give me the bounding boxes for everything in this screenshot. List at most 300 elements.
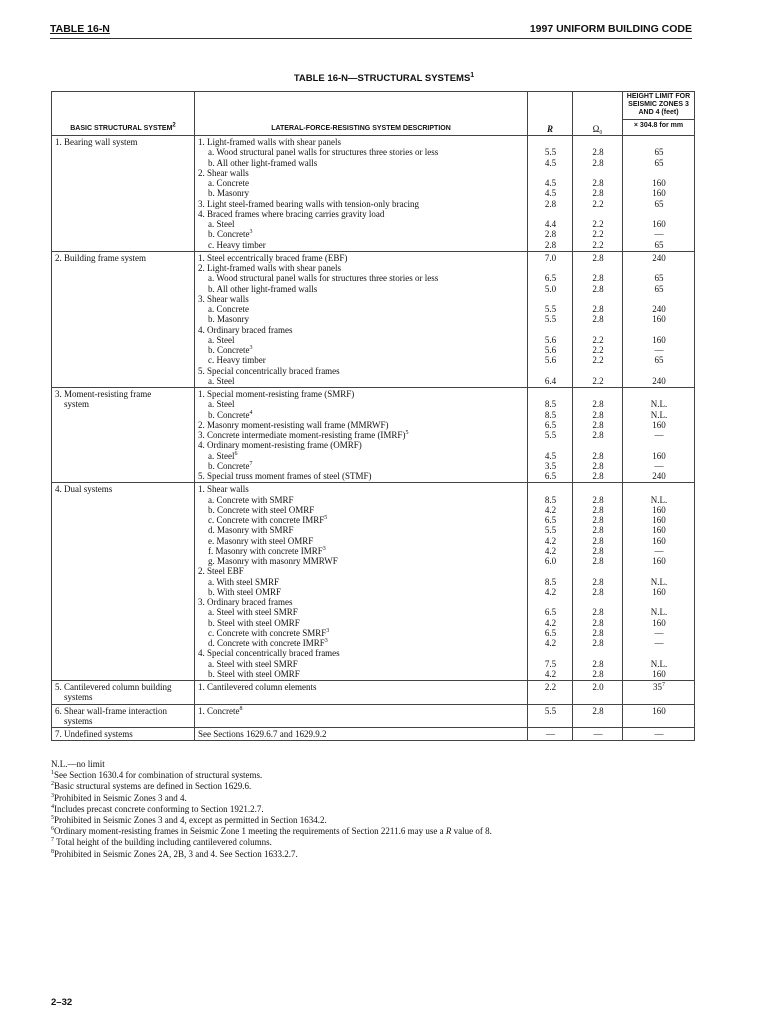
omega-value: 2.2	[592, 355, 604, 366]
r-value: 4.5	[544, 178, 557, 188]
system-description	[198, 284, 525, 294]
height-limit-cell	[623, 483, 695, 681]
height-limit-value	[626, 345, 692, 355]
system-description	[198, 682, 525, 692]
height-limit-value	[626, 168, 692, 178]
running-head-rule	[50, 38, 692, 39]
omega-value: 2.8	[592, 515, 604, 525]
omega-value	[576, 566, 620, 576]
r-value: 4.2	[544, 586, 557, 597]
system-description-text: b. All other light-framed walls	[208, 283, 318, 294]
spacer	[198, 692, 525, 702]
height-limit-value	[626, 410, 692, 420]
height-limit-text: 240	[652, 252, 666, 263]
height-limit-value	[626, 495, 692, 505]
system-description	[198, 188, 525, 198]
system-description-text: 5. Special truss moment frames of steel (STMF)	[198, 471, 372, 481]
height-limit-text: 65	[654, 273, 664, 284]
r-value: 4.2	[544, 668, 557, 679]
system-description	[198, 451, 525, 461]
r-value: 3.5	[544, 460, 557, 471]
system-description	[198, 229, 525, 239]
system-description-text: d. Masonry with SMRF	[208, 525, 294, 536]
system-description-text: b. Concrete with steel OMRF	[208, 504, 315, 515]
r-value	[531, 597, 570, 607]
system-description	[198, 335, 525, 345]
omega-value	[576, 648, 620, 658]
r-value: 2.8	[544, 198, 557, 209]
omega-value: 2.8	[592, 460, 604, 471]
height-limit-value	[626, 607, 692, 617]
system-description-text: c. Heavy timber	[208, 239, 266, 250]
col-header-height-line1: HEIGHT LIMIT FOR	[626, 93, 691, 100]
system-description	[198, 410, 525, 420]
height-limit-value	[626, 420, 692, 430]
system-description	[198, 168, 525, 178]
spacer	[576, 716, 620, 726]
system-description	[198, 253, 525, 263]
r-value: 5.5	[544, 314, 557, 325]
basic-system-name: 1. Bearing wall system	[55, 137, 138, 147]
omega-value: 2.8	[592, 252, 604, 263]
omega-value: 2.8	[592, 450, 604, 461]
height-limit-value	[626, 536, 692, 546]
omega-value: 2.8	[592, 705, 604, 716]
r-value: 5.6	[544, 334, 557, 345]
col-header-basic-system	[52, 92, 195, 136]
r-value: 5.0	[544, 283, 557, 294]
system-description-text: c. Concrete with concrete SMRF	[208, 627, 327, 638]
table-title	[0, 73, 768, 84]
col-header-height-line3: AND 4 (feet)	[638, 109, 679, 116]
system-description-text: 5. Special concentrically braced frames	[198, 365, 340, 376]
system-description-text: 1. Concrete	[198, 705, 240, 716]
system-description	[198, 420, 525, 430]
height-limit-value	[626, 546, 692, 556]
col-header-height-unit: × 304.8 for mm	[623, 119, 694, 133]
height-limit-text: 240	[652, 304, 666, 314]
system-description	[198, 461, 525, 471]
basic-system-name: 2. Building frame system	[55, 252, 146, 263]
height-limit-text: 160	[652, 450, 666, 461]
r-value: 4.5	[544, 450, 557, 461]
basic-system-name: 5. Cantilevered column building	[55, 682, 172, 692]
height-limit-value	[626, 178, 692, 188]
footnote-number: 7	[51, 837, 54, 844]
r-value: 8.5	[544, 409, 557, 420]
r-value: 4.2	[544, 638, 557, 648]
height-limit-value	[626, 618, 692, 628]
basic-system-name: systems	[64, 715, 93, 726]
r-value	[531, 440, 570, 450]
lateral-description-cell	[195, 704, 528, 728]
basic-system-name: 4. Dual systems	[55, 484, 113, 495]
omega-value: 2.8	[592, 147, 604, 158]
col-header-basic-system-text: BASIC STRUCTURAL SYSTEM	[70, 125, 173, 132]
height-limit-text: 160	[652, 188, 666, 199]
system-description	[198, 147, 525, 157]
system-description-text: a. Steel	[208, 334, 235, 345]
footnote	[51, 781, 694, 792]
height-limit-value	[626, 556, 692, 566]
system-description-text: 2. Light-framed walls with shear panels	[198, 263, 341, 273]
omega-value: —	[593, 729, 603, 739]
height-limit-value	[626, 669, 692, 679]
r-value-cell	[528, 704, 573, 728]
system-description	[198, 659, 525, 669]
height-limit-value	[626, 525, 692, 535]
system-description-text: 2. Masonry moment-resisting wall frame (MMRWF)	[198, 419, 389, 430]
system-description-text: 3. Light steel-framed bearing walls with tension-only bracing	[198, 198, 419, 209]
system-description-text: b. Masonry	[208, 188, 249, 199]
system-description	[198, 597, 525, 607]
r-value: 5.6	[544, 355, 557, 366]
r-value: 5.5	[544, 147, 557, 158]
system-description	[198, 607, 525, 617]
footnote-text: Prohibited in Seismic Zones 3 and 4.	[54, 792, 187, 803]
col-header-omega	[573, 92, 623, 136]
omega-value-cell	[573, 136, 623, 252]
system-description	[198, 430, 525, 440]
system-description-text: 1. Cantilevered column elements	[198, 682, 317, 692]
system-description	[198, 729, 525, 739]
basic-system-cell	[52, 251, 195, 387]
height-limit-text: 160	[652, 617, 666, 628]
system-description-text: 1. Steel eccentrically braced frame (EBF)	[198, 252, 348, 263]
height-limit-value	[626, 325, 692, 335]
omega-value	[576, 294, 620, 304]
omega-value: 2.8	[592, 430, 604, 440]
system-description-text: 4. Braced frames where bracing carries gravity load	[198, 208, 385, 219]
basic-system-cell	[52, 704, 195, 728]
system-description-text: 2. Steel EBF	[198, 566, 244, 577]
system-description	[198, 345, 525, 355]
footnote-mark: 5	[405, 430, 409, 436]
system-description-text: a. Wood structural panel walls for structures three stories or less	[208, 147, 439, 158]
r-value: 5.5	[544, 430, 557, 440]
system-description	[198, 648, 525, 658]
table-title-text: TABLE 16-N—STRUCTURAL SYSTEMS	[293, 73, 471, 84]
height-limit-value	[626, 587, 692, 597]
omega-value	[576, 366, 620, 376]
system-description-text: a. Steel	[208, 375, 235, 386]
r-value: 6.5	[544, 273, 557, 284]
r-value	[531, 389, 570, 399]
footnote-number: 4	[51, 803, 54, 810]
footnote-number: 8	[51, 848, 54, 855]
system-description	[198, 638, 525, 648]
omega-value: 2.8	[592, 617, 604, 628]
system-description-text: 1. Special moment-resisting frame (SMRF)	[198, 389, 355, 399]
system-description	[198, 314, 525, 324]
height-limit-cell	[623, 704, 695, 728]
system-description	[198, 471, 525, 481]
height-limit-text: 160	[652, 178, 666, 188]
system-description	[198, 355, 525, 365]
height-limit-value	[626, 294, 692, 304]
r-value: 6.0	[544, 556, 557, 566]
height-limit-text: 160	[652, 515, 666, 525]
spacer	[531, 716, 570, 726]
spacer	[626, 716, 692, 726]
height-limit-text: N.L.	[650, 399, 668, 410]
r-value: 4.2	[544, 504, 557, 515]
system-description	[198, 536, 525, 546]
height-limit-value	[626, 729, 692, 739]
omega-value: 2.8	[592, 188, 604, 199]
height-limit-text: 65	[654, 283, 664, 294]
footnote	[51, 837, 694, 848]
omega-value: 2.8	[592, 494, 604, 505]
system-description	[198, 546, 525, 556]
omega-value: 2.8	[592, 283, 604, 294]
system-description	[198, 484, 525, 494]
system-group-row	[52, 681, 695, 705]
height-limit-value	[626, 158, 692, 168]
omega-value: 2.8	[592, 178, 604, 188]
basic-system-name: systems	[64, 692, 93, 703]
height-limit-value	[626, 219, 692, 229]
col-header-r	[528, 92, 573, 136]
system-description	[198, 706, 525, 716]
height-limit-text: N.L.	[650, 494, 668, 505]
omega-value: 2.8	[592, 658, 604, 669]
omega-value	[576, 440, 620, 450]
system-group-row	[52, 136, 695, 252]
height-limit-value	[626, 355, 692, 365]
height-limit-text: 160	[652, 668, 666, 679]
r-value: 4.5	[544, 188, 557, 199]
r-value	[531, 168, 570, 178]
system-description-text: a. Wood structural panel walls for structures three stories or less	[208, 273, 439, 284]
r-value	[531, 325, 570, 335]
height-limit-text: 65	[654, 198, 664, 209]
system-description-text: b. With steel OMRF	[208, 586, 281, 597]
system-description-text: a. With steel SMRF	[208, 576, 279, 587]
height-limit-value	[626, 682, 692, 692]
height-limit-value	[626, 628, 692, 638]
omega-value: 2.2	[592, 219, 604, 229]
omega-value	[576, 209, 620, 219]
system-description	[198, 263, 525, 273]
omega-value	[576, 263, 620, 273]
height-limit-text: N.L.	[650, 409, 668, 420]
height-limit-text: 160	[652, 535, 666, 546]
height-limit-value	[626, 451, 692, 461]
omega-value: 2.8	[592, 304, 604, 314]
running-head	[50, 23, 692, 37]
r-value: 7.5	[544, 658, 557, 669]
col-header-lateral-description: LATERAL-FORCE-RESISTING SYSTEM DESCRIPTION	[195, 92, 528, 136]
height-limit-value	[626, 638, 692, 648]
r-value-cell	[528, 483, 573, 681]
system-description-text: d. Concrete with concrete IMRF	[208, 638, 325, 648]
omega-value	[576, 597, 620, 607]
system-description	[198, 178, 525, 188]
system-description-text: 4. Ordinary moment-resisting frame (OMRF)	[198, 440, 362, 451]
footnote-mark: 8	[239, 705, 243, 712]
r-value: 5.5	[544, 304, 557, 314]
system-description-text: b. Concrete	[208, 229, 250, 240]
system-description-text: b. Concrete	[208, 460, 250, 471]
omega-value: 2.2	[592, 198, 604, 209]
structural-systems-table	[51, 91, 695, 741]
r-value	[531, 648, 570, 658]
height-limit-value	[626, 273, 692, 283]
footnote-mark: 5	[324, 515, 328, 521]
spacer	[576, 692, 620, 702]
height-limit-text: 160	[652, 556, 666, 566]
r-value-cell	[528, 728, 573, 741]
r-value: —	[546, 729, 555, 739]
height-limit-value	[626, 137, 692, 147]
omega-value: 2.8	[592, 627, 604, 638]
height-limit-value	[626, 430, 692, 440]
omega-value: 2.8	[592, 314, 604, 325]
footnote-mark: 3	[322, 545, 326, 552]
system-description-text: b. All other light-framed walls	[208, 157, 318, 168]
basic-system-name: 7. Undefined systems	[55, 729, 133, 739]
system-description	[198, 628, 525, 638]
height-limit-text: N.L.	[650, 658, 668, 669]
height-limit-cell	[623, 388, 695, 483]
r-value: 4.2	[544, 617, 557, 628]
footnote-number: 3	[51, 792, 54, 799]
system-description-text: e. Masonry with steel OMRF	[208, 535, 314, 546]
omega-value: 2.8	[592, 545, 604, 556]
col-header-r-text: R	[546, 124, 553, 134]
spacer	[531, 692, 570, 702]
height-limit-value	[626, 199, 692, 209]
r-value	[531, 366, 570, 376]
system-description-text: c. Heavy timber	[208, 355, 266, 366]
spacer	[198, 716, 525, 726]
basic-system-name: 6. Shear wall-frame interaction	[55, 705, 167, 716]
system-description-text: 4. Special concentrically braced frames	[198, 648, 340, 659]
r-value	[531, 263, 570, 273]
system-description	[198, 556, 525, 566]
system-description	[198, 495, 525, 505]
system-description-text: b. Concrete	[208, 409, 250, 420]
height-limit-text: —	[654, 638, 664, 648]
height-limit-value	[626, 263, 692, 273]
omega-value: 2.8	[592, 668, 604, 679]
height-limit-text: —	[654, 627, 664, 638]
system-group-row	[52, 251, 695, 387]
height-limit-text: —	[654, 430, 664, 440]
omega-value	[576, 389, 620, 399]
footnote-number: 1	[51, 770, 54, 777]
table-header-row	[52, 92, 695, 136]
height-limit-value	[626, 484, 692, 494]
height-limit-value	[626, 376, 692, 386]
footnote-mark: 7	[662, 682, 665, 688]
height-limit-text: 160	[652, 314, 666, 325]
height-limit-cell	[623, 136, 695, 252]
col-header-omega-text: Ω₀	[592, 124, 603, 134]
spacer	[626, 692, 692, 702]
omega-value: 2.8	[592, 576, 604, 587]
system-description	[198, 566, 525, 576]
system-description-text: a. Steel	[208, 450, 235, 461]
basic-system-name: 3. Moment-resisting frame	[55, 389, 152, 399]
system-description	[198, 304, 525, 314]
height-limit-text: —	[654, 460, 664, 471]
omega-value: 2.8	[592, 471, 604, 481]
system-description-text: 2. Shear walls	[198, 167, 249, 178]
omega-value	[576, 137, 620, 147]
r-value: 4.4	[544, 219, 557, 229]
omega-value-cell	[573, 681, 623, 705]
height-limit-value	[626, 577, 692, 587]
omega-value: 2.2	[592, 229, 604, 240]
r-value: 6.5	[544, 607, 557, 618]
height-limit-text: 240	[652, 471, 666, 481]
r-value: 5.6	[544, 345, 557, 355]
system-description-text: See Sections 1629.6.7 and 1629.9.2	[198, 729, 327, 739]
omega-value: 2.8	[592, 399, 604, 410]
system-description	[198, 389, 525, 399]
lateral-description-cell	[195, 483, 528, 681]
height-limit-text: 160	[652, 525, 666, 536]
r-value: 8.5	[544, 576, 557, 587]
omega-value: 2.8	[592, 586, 604, 597]
footnote	[51, 804, 694, 815]
system-description	[198, 577, 525, 587]
table-title-footnote-mark: 1	[470, 71, 475, 79]
height-limit-text: 160	[652, 419, 666, 430]
footnotes	[51, 759, 694, 860]
footnote-mark: 4	[249, 409, 253, 416]
system-description	[198, 376, 525, 386]
omega-value: 2.2	[592, 334, 604, 345]
r-value: 7.0	[544, 252, 557, 263]
height-limit-text: N.L.	[650, 607, 668, 618]
r-value: 6.5	[544, 627, 557, 638]
height-limit-value	[626, 597, 692, 607]
height-limit-value	[626, 147, 692, 157]
system-description-text: c. Concrete with concrete IMRF	[208, 515, 325, 525]
omega-value	[576, 484, 620, 494]
system-description	[198, 240, 525, 250]
basic-system-cell	[52, 681, 195, 705]
height-limit-cell	[623, 728, 695, 741]
system-description-text: b. Steel with steel OMRF	[208, 617, 300, 628]
height-limit-value	[626, 304, 692, 314]
omega-value: 2.8	[592, 638, 604, 648]
col-header-height-line2: SEISMIC ZONES 3	[628, 101, 689, 108]
system-description	[198, 294, 525, 304]
system-description	[198, 505, 525, 515]
height-limit-value	[626, 188, 692, 198]
system-description-text: f. Masonry with concrete IMRF	[208, 545, 323, 556]
omega-value: 2.8	[592, 419, 604, 430]
height-limit-value	[626, 648, 692, 658]
r-value: 2.8	[544, 229, 557, 240]
r-value	[531, 484, 570, 494]
system-group-row	[52, 483, 695, 681]
r-value-cell	[528, 681, 573, 705]
r-value: 6.5	[544, 515, 557, 525]
height-limit-value	[626, 240, 692, 250]
r-value: 8.5	[544, 494, 557, 505]
omega-value-cell	[573, 388, 623, 483]
height-limit-text: —	[654, 545, 664, 556]
height-limit-text: 160	[652, 504, 666, 515]
omega-value: 2.8	[592, 409, 604, 420]
height-limit-value	[626, 566, 692, 576]
footnote	[51, 759, 694, 770]
